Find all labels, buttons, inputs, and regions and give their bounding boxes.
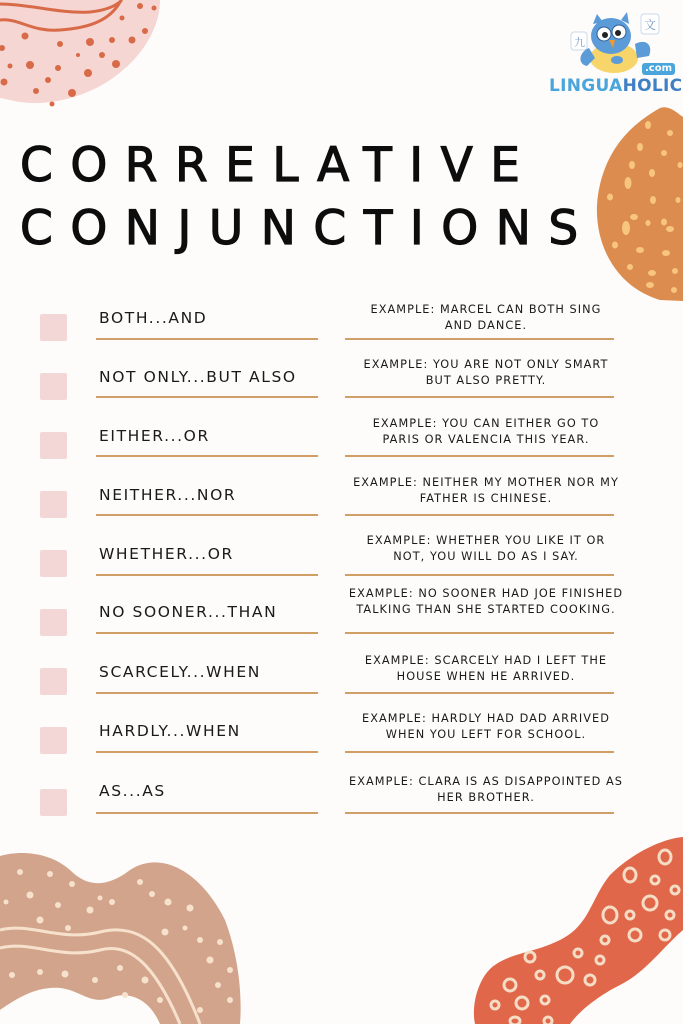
example-underline bbox=[345, 692, 614, 694]
checkbox[interactable] bbox=[40, 432, 67, 459]
conjunction-term: HARDLY...WHEN bbox=[99, 722, 241, 740]
example-underline bbox=[345, 574, 614, 576]
logo-wordmark-part1: LINGUA bbox=[549, 76, 623, 96]
example-text bbox=[338, 711, 634, 742]
example-line2: HOUSE WHEN HE ARRIVED. bbox=[396, 669, 576, 683]
example-line1: EXAMPLE: NO SOONER HAD JOE FINISHED bbox=[348, 587, 624, 600]
checkbox[interactable] bbox=[40, 314, 67, 341]
example-underline bbox=[345, 338, 614, 340]
example-underline bbox=[345, 812, 614, 814]
list-item bbox=[0, 477, 683, 536]
list-item bbox=[0, 654, 683, 713]
term-underline bbox=[96, 632, 318, 634]
example-underline bbox=[345, 455, 614, 457]
checkbox[interactable] bbox=[40, 491, 67, 518]
example-underline bbox=[345, 632, 614, 634]
term-underline bbox=[96, 812, 318, 814]
example-text bbox=[338, 653, 634, 684]
decorative-blob-bottom-right bbox=[470, 835, 683, 1024]
linguaholic-logo[interactable] bbox=[545, 6, 683, 98]
example-line1: EXAMPLE: WHETHER YOU LIKE IT OR bbox=[366, 534, 606, 547]
example-line2: WHEN YOU LEFT FOR SCHOOL. bbox=[385, 727, 587, 741]
checkbox[interactable] bbox=[40, 373, 67, 400]
example-text bbox=[338, 357, 634, 388]
example-line2: FATHER IS CHINESE. bbox=[419, 491, 553, 505]
term-underline bbox=[96, 692, 318, 694]
list-item bbox=[0, 713, 683, 772]
logo-wordmark-part2: HOLIC bbox=[622, 76, 683, 96]
list-item bbox=[0, 587, 683, 654]
conjunction-term: NO SOONER...THAN bbox=[99, 603, 278, 621]
conjunction-term: WHETHER...OR bbox=[99, 545, 234, 563]
term-underline bbox=[96, 396, 318, 398]
example-text bbox=[338, 774, 634, 805]
term-underline bbox=[96, 514, 318, 516]
term-underline bbox=[96, 455, 318, 457]
checkbox[interactable] bbox=[40, 668, 67, 695]
example-line2: AND DANCE. bbox=[444, 318, 528, 332]
decorative-blob-bottom-left bbox=[0, 850, 250, 1024]
term-underline bbox=[96, 338, 318, 340]
checkbox[interactable] bbox=[40, 789, 67, 816]
example-underline bbox=[345, 396, 614, 398]
checkbox[interactable] bbox=[40, 550, 67, 577]
list-item bbox=[0, 359, 683, 418]
example-line1: EXAMPLE: MARCEL CAN BOTH SING bbox=[370, 303, 602, 316]
list-item bbox=[0, 418, 683, 477]
example-line1: EXAMPLE: HARDLY HAD DAD ARRIVED bbox=[362, 712, 610, 725]
example-text bbox=[338, 475, 634, 506]
conjunction-term: BOTH...AND bbox=[99, 309, 208, 327]
example-line2: TALKING THAN SHE STARTED COOKING. bbox=[356, 602, 616, 616]
conjunction-term: NOT ONLY...BUT ALSO bbox=[99, 368, 297, 386]
example-line2: PARIS OR VALENCIA THIS YEAR. bbox=[382, 432, 590, 446]
term-underline bbox=[96, 751, 318, 753]
example-underline bbox=[345, 514, 614, 516]
checkbox[interactable] bbox=[40, 727, 67, 754]
decorative-blob-right bbox=[590, 105, 683, 305]
conjunction-term: AS...AS bbox=[99, 782, 166, 800]
example-line2: NOT, YOU WILL DO AS I SAY. bbox=[393, 549, 579, 563]
example-text bbox=[338, 302, 634, 333]
example-line1: EXAMPLE: YOU CAN EITHER GO TO bbox=[372, 417, 600, 430]
example-text bbox=[338, 533, 634, 564]
svg-text:九: 九 bbox=[574, 36, 585, 49]
conjunction-term: EITHER...OR bbox=[99, 427, 210, 445]
page-title-line1: CORRELATIVE bbox=[20, 138, 538, 193]
example-line2: HER BROTHER. bbox=[437, 790, 535, 804]
example-underline bbox=[345, 751, 614, 753]
svg-text:文: 文 bbox=[644, 18, 657, 32]
example-line1: EXAMPLE: SCARCELY HAD I LEFT THE bbox=[364, 654, 608, 667]
list-item bbox=[0, 773, 683, 832]
page-title-line2: CONJUNCTIONS bbox=[20, 201, 596, 256]
example-line1: EXAMPLE: NEITHER MY MOTHER NOR MY bbox=[353, 476, 619, 489]
example-line1: EXAMPLE: YOU ARE NOT ONLY SMART bbox=[363, 358, 609, 371]
logo-wordmark bbox=[549, 76, 682, 96]
conjunction-term: NEITHER...NOR bbox=[99, 486, 237, 504]
example-line1: EXAMPLE: CLARA IS AS DISAPPOINTED AS bbox=[349, 775, 623, 788]
example-text bbox=[338, 416, 634, 447]
term-underline bbox=[96, 574, 318, 576]
checkbox[interactable] bbox=[40, 609, 67, 636]
example-line2: BUT ALSO PRETTY. bbox=[425, 373, 547, 387]
conjunction-term: SCARCELY...WHEN bbox=[99, 663, 261, 681]
logo-domain-badge: .com bbox=[642, 63, 675, 75]
list-item bbox=[0, 300, 683, 359]
decorative-blob-top-left bbox=[0, 0, 170, 110]
example-text bbox=[338, 586, 634, 617]
